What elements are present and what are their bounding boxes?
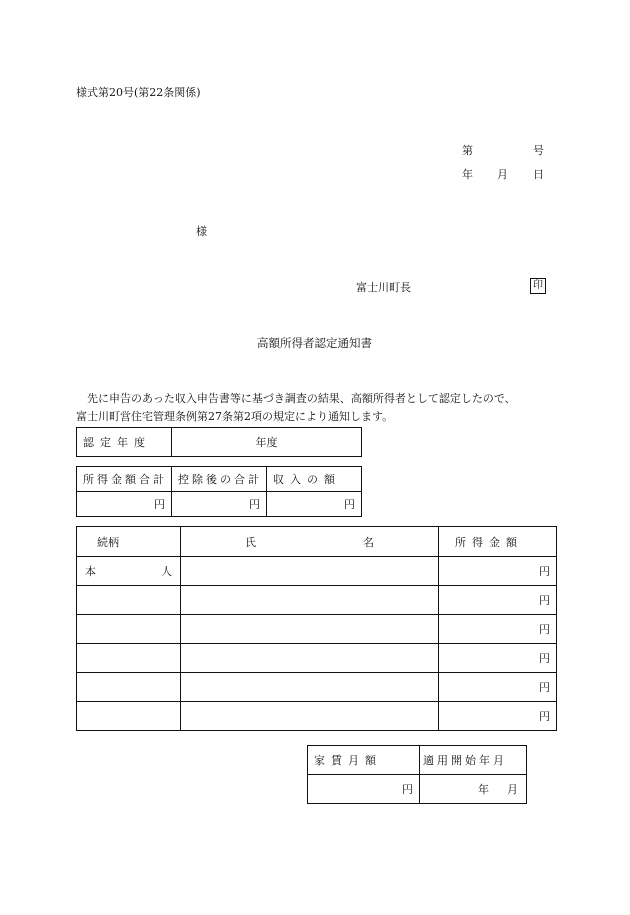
rent-header-monthly: 家賃月額 (308, 746, 420, 775)
name-header-family: 氏 (245, 535, 256, 549)
member-row (77, 557, 557, 586)
member-relation-self (77, 557, 181, 586)
rent-table (307, 745, 527, 804)
member-header-relation (77, 527, 181, 557)
doc-number-suffix: 号 (533, 144, 544, 157)
date-day: 日 (533, 168, 544, 181)
recipient-suffix: 様 (196, 225, 207, 238)
member-row (77, 644, 557, 673)
body-text (76, 390, 560, 426)
member-relation-cell (77, 702, 181, 731)
member-name-cell (181, 673, 439, 702)
income-total-unit: 円 (77, 492, 172, 517)
document-title: 高額所得者認定通知書 (257, 336, 372, 350)
income-header-after-deduction: 控除後の合計 (172, 467, 267, 492)
rent-amount-unit: 円 (308, 775, 420, 804)
rent-start-month: 月 (507, 783, 518, 796)
date-year: 年 (462, 168, 473, 181)
rent-start-date (420, 775, 527, 804)
member-name-cell (181, 615, 439, 644)
cert-year-table (76, 427, 362, 457)
member-amount-unit: 円 (439, 615, 557, 644)
cert-year-label: 認定年度 (77, 428, 172, 457)
doc-number-prefix: 第 (462, 144, 473, 157)
stamp-mark: 印 (530, 278, 546, 294)
income-header-revenue: 収入の額 (267, 467, 362, 492)
member-table (76, 526, 557, 731)
member-relation-cell (77, 586, 181, 615)
cert-year-value: 年度 (172, 428, 362, 457)
rent-header-start: 適用開始年月 (420, 746, 527, 775)
name-header-given: 名 (363, 535, 374, 549)
member-relation-cell (77, 644, 181, 673)
member-row (77, 702, 557, 731)
member-header-amount: 所得金額 (439, 527, 557, 557)
member-relation-cell (77, 615, 181, 644)
member-header-name (181, 527, 439, 557)
member-amount-unit: 円 (439, 586, 557, 615)
rent-start-year: 年 (478, 783, 489, 796)
member-amount-unit: 円 (439, 557, 557, 586)
body-line-2: 富士川町営住宅管理条例第27条第2項の規定により通知します。 (76, 410, 394, 423)
relation-header-char-1: 続柄 (97, 535, 119, 549)
member-name-cell (181, 586, 439, 615)
income-table (76, 466, 362, 517)
member-amount-unit: 円 (439, 644, 557, 673)
member-name-cell (181, 644, 439, 673)
income-header-total: 所得金額合計 (77, 467, 172, 492)
date-month: 月 (497, 168, 508, 181)
issuer: 富士川町長 (356, 281, 411, 294)
member-row (77, 615, 557, 644)
member-amount-unit: 円 (439, 673, 557, 702)
member-row (77, 673, 557, 702)
relation-self-b: 人 (161, 565, 172, 578)
income-revenue-unit: 円 (267, 492, 362, 517)
relation-self-a: 本 (85, 565, 96, 578)
income-after-deduction-unit: 円 (172, 492, 267, 517)
form-label: 様式第20号(第22条関係) (76, 86, 201, 99)
member-amount-unit: 円 (439, 702, 557, 731)
member-name-cell (181, 557, 439, 586)
member-name-cell (181, 702, 439, 731)
member-row (77, 586, 557, 615)
body-line-1: 先に申告のあった収入申告書等に基づき調査の結果、高額所得者として認定したので、 (87, 392, 516, 405)
official-stamp (530, 278, 546, 294)
member-relation-cell (77, 673, 181, 702)
